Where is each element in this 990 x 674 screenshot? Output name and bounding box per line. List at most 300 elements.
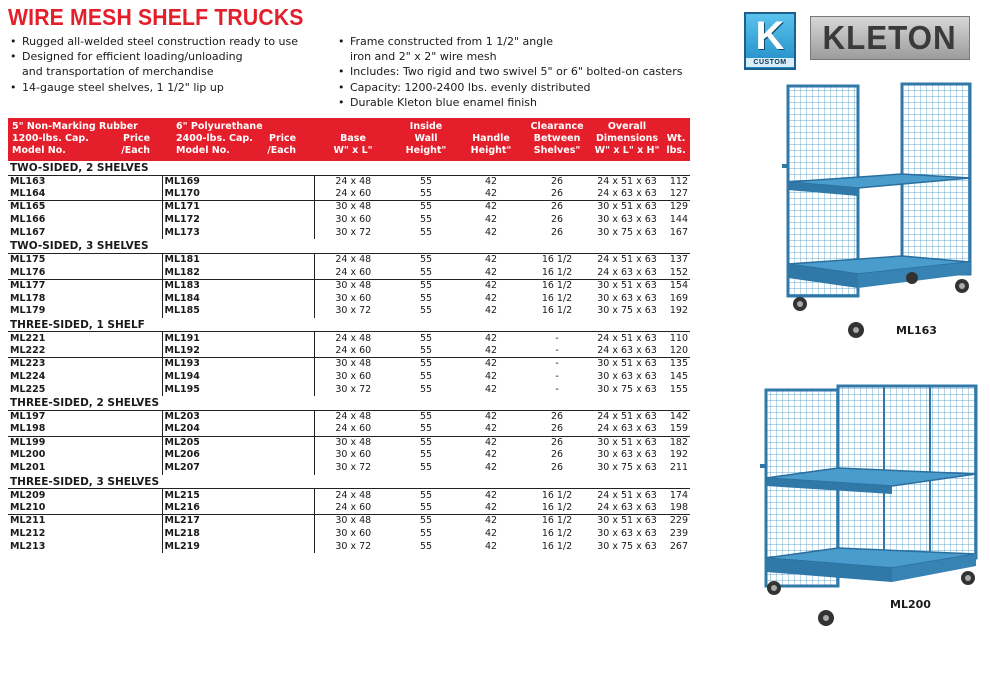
rubber-model-cell: ML179 bbox=[10, 305, 46, 317]
rubber-price-cell bbox=[94, 423, 162, 436]
rubber-price-cell bbox=[94, 332, 162, 345]
table-row bbox=[8, 292, 690, 305]
feature-text: Designed for efficient loading/unloading bbox=[22, 50, 243, 64]
rubber-model-cell: ML221 bbox=[10, 332, 46, 344]
header-dimensions-line3: W" x L" x H" bbox=[594, 145, 660, 156]
rubber-price-cell bbox=[94, 462, 162, 475]
poly-price-cell bbox=[254, 292, 314, 305]
poly-price-cell bbox=[254, 383, 314, 396]
clearance-cell: 26 bbox=[522, 436, 592, 449]
dimensions-cell: 30 x 75 x 63 bbox=[597, 540, 657, 552]
poly-model-cell: ML191 bbox=[164, 332, 200, 344]
wall-height-cell: 55 bbox=[392, 436, 460, 449]
rubber-model-cell: ML222 bbox=[10, 344, 46, 356]
handle-height-cell: 42 bbox=[484, 214, 498, 226]
clearance-cell: 26 bbox=[550, 214, 564, 226]
dimensions-cell: 30 x 51 x 63 bbox=[592, 201, 662, 214]
base-cell: 30 x 72 bbox=[335, 462, 372, 474]
feature-text: Includes: Two rigid and two swivel 5" or 6" bolted-on casters bbox=[350, 65, 683, 79]
table-row bbox=[8, 436, 690, 449]
poly-price-cell bbox=[254, 527, 314, 540]
wall-height-cell: 55 bbox=[419, 527, 433, 539]
base-cell: 30 x 60 bbox=[335, 527, 372, 539]
header-price2-line1: Price bbox=[269, 133, 297, 144]
base-cell: 24 x 48 bbox=[335, 254, 372, 266]
base-cell: 30 x 72 bbox=[335, 227, 372, 238]
header-price2-line2: /Each bbox=[267, 145, 297, 156]
bullet-icon: • bbox=[338, 65, 345, 79]
poly-model-cell: ML215 bbox=[164, 489, 200, 501]
poly-price-cell bbox=[254, 253, 314, 266]
rubber-price-cell bbox=[94, 188, 162, 201]
poly-price-cell bbox=[254, 515, 314, 528]
poly-model-cell: ML171 bbox=[162, 201, 254, 214]
base-cell: 30 x 48 bbox=[314, 201, 392, 214]
base-cell: 24 x 48 bbox=[335, 175, 372, 187]
table-row bbox=[8, 214, 690, 227]
poly-model-cell: ML181 bbox=[164, 254, 200, 266]
poly-model-cell: ML173 bbox=[164, 227, 200, 238]
weight-cell: 127 bbox=[669, 188, 689, 200]
k-custom-logo bbox=[744, 12, 796, 70]
clearance-cell: - bbox=[555, 344, 559, 356]
feature-item bbox=[338, 80, 698, 95]
rubber-model-cell: ML213 bbox=[10, 540, 46, 552]
two-sided-shelf-truck-icon bbox=[752, 78, 982, 348]
header-weight bbox=[662, 118, 690, 161]
ml163-label: ML163 bbox=[896, 324, 937, 337]
wall-height-cell: 55 bbox=[419, 501, 433, 513]
handle-height-cell: 42 bbox=[484, 305, 498, 317]
base-cell: 24 x 48 bbox=[335, 489, 372, 501]
weight-cell: 198 bbox=[669, 501, 689, 513]
dimensions-cell: 30 x 75 x 63 bbox=[597, 383, 657, 395]
feature-item bbox=[10, 34, 330, 49]
spec-table bbox=[8, 118, 690, 553]
poly-price-cell bbox=[254, 214, 314, 227]
feature-item bbox=[338, 49, 698, 64]
section-header-row bbox=[8, 396, 690, 410]
handle-height-cell: 42 bbox=[460, 515, 522, 528]
dimensions-cell: 30 x 63 x 63 bbox=[597, 371, 657, 383]
weight-cell: 142 bbox=[669, 411, 689, 423]
rubber-price-cell bbox=[94, 502, 162, 515]
weight-cell: 135 bbox=[662, 358, 690, 371]
table-header-row bbox=[8, 118, 690, 161]
header-wall-line1: Inside bbox=[409, 121, 443, 132]
feature-item bbox=[10, 64, 330, 79]
clearance-cell: 26 bbox=[550, 462, 564, 474]
rubber-price-cell bbox=[94, 489, 162, 502]
weight-cell: 137 bbox=[669, 254, 689, 266]
header-rubber-line1: 5" Non-Marking Rubber bbox=[12, 121, 138, 132]
rubber-price-cell bbox=[94, 214, 162, 227]
feature-text: 14-gauge steel shelves, 1 1/2" lip up bbox=[22, 80, 224, 94]
bullet-icon: • bbox=[338, 80, 345, 94]
ml200-label: ML200 bbox=[890, 598, 931, 611]
table-row bbox=[8, 423, 690, 436]
rubber-model-cell: ML197 bbox=[10, 411, 46, 423]
rubber-price-cell bbox=[94, 371, 162, 384]
header-handle-line2: Height" bbox=[470, 145, 512, 156]
dimensions-cell: 30 x 75 x 63 bbox=[597, 305, 657, 317]
base-cell: 24 x 60 bbox=[335, 344, 372, 356]
weight-cell: 110 bbox=[669, 332, 689, 344]
dimensions-cell: 24 x 63 x 63 bbox=[597, 344, 657, 356]
poly-model-cell: ML184 bbox=[164, 292, 200, 304]
poly-model-cell: ML193 bbox=[162, 358, 254, 371]
dimensions-cell: 24 x 63 x 63 bbox=[597, 266, 657, 278]
handle-height-cell: 42 bbox=[460, 358, 522, 371]
weight-cell: 192 bbox=[669, 449, 689, 461]
dimensions-cell: 24 x 63 x 63 bbox=[597, 423, 657, 435]
poly-price-cell bbox=[254, 410, 314, 423]
header-poly-line3: Model No. bbox=[176, 145, 230, 156]
handle-height-cell: 42 bbox=[484, 292, 498, 304]
rubber-model-cell: ML224 bbox=[10, 371, 46, 383]
feature-item bbox=[10, 80, 330, 95]
feature-text: iron and 2" x 2" wire mesh bbox=[350, 50, 497, 64]
clearance-cell: 16 1/2 bbox=[541, 266, 573, 278]
handle-height-cell: 42 bbox=[484, 344, 498, 356]
k-logo-custom: CUSTOM bbox=[746, 58, 794, 67]
clearance-cell: - bbox=[555, 371, 559, 383]
poly-price-cell bbox=[254, 371, 314, 384]
rubber-model-cell: ML163 bbox=[10, 175, 46, 187]
rubber-price-cell bbox=[94, 515, 162, 528]
header-clearance-line2: Between bbox=[533, 133, 581, 144]
dimensions-cell: 30 x 63 x 63 bbox=[597, 527, 657, 539]
bullet-icon: • bbox=[338, 95, 345, 109]
poly-model-cell: ML207 bbox=[164, 462, 200, 474]
weight-cell: 155 bbox=[669, 383, 689, 395]
rubber-price-cell bbox=[94, 305, 162, 318]
clearance-cell: 26 bbox=[550, 175, 564, 187]
base-cell: 24 x 48 bbox=[335, 332, 372, 344]
header-weight-line1: Wt. bbox=[666, 133, 686, 144]
rubber-model-cell: ML209 bbox=[10, 489, 46, 501]
table-row bbox=[8, 253, 690, 266]
header-dimensions-line2: Dimensions bbox=[595, 133, 659, 144]
poly-model-cell: ML182 bbox=[164, 266, 200, 278]
weight-cell: 129 bbox=[662, 201, 690, 214]
header-clearance-line1: Clearance bbox=[530, 121, 584, 132]
bullet-icon bbox=[338, 49, 350, 64]
dimensions-cell: 30 x 63 x 63 bbox=[597, 214, 657, 226]
dimensions-cell: 30 x 63 x 63 bbox=[597, 449, 657, 461]
section-header-row bbox=[8, 475, 690, 489]
clearance-cell: 16 1/2 bbox=[541, 527, 573, 539]
bullet-icon bbox=[10, 64, 22, 79]
section-header-row bbox=[8, 161, 690, 175]
rubber-model-cell: ML225 bbox=[10, 383, 46, 395]
rubber-model-cell: ML178 bbox=[10, 292, 46, 304]
rubber-model-cell: ML164 bbox=[10, 188, 46, 200]
rubber-price-cell bbox=[94, 201, 162, 214]
header-rubber-line3: Model No. bbox=[12, 145, 66, 156]
handle-height-cell: 42 bbox=[484, 411, 498, 423]
weight-cell: 192 bbox=[669, 305, 689, 317]
table-row bbox=[8, 527, 690, 540]
dimensions-cell: 30 x 51 x 63 bbox=[592, 358, 662, 371]
poly-model-cell: ML194 bbox=[164, 371, 200, 383]
base-cell: 24 x 60 bbox=[335, 266, 372, 278]
poly-model-cell: ML185 bbox=[164, 305, 200, 317]
weight-cell: 169 bbox=[669, 292, 689, 304]
table-row bbox=[8, 410, 690, 423]
weight-cell: 182 bbox=[662, 436, 690, 449]
section-header-row bbox=[8, 318, 690, 332]
feature-text: Durable Kleton blue enamel finish bbox=[350, 95, 538, 109]
wall-height-cell: 55 bbox=[419, 462, 433, 474]
header-price1-line2: /Each bbox=[121, 145, 151, 156]
weight-cell: 267 bbox=[669, 540, 689, 552]
dimensions-cell: 24 x 51 x 63 bbox=[597, 254, 657, 266]
rubber-model-cell: ML211 bbox=[8, 515, 94, 528]
feature-item bbox=[338, 34, 698, 49]
handle-height-cell: 42 bbox=[484, 383, 498, 395]
poly-price-cell bbox=[254, 201, 314, 214]
feature-text: and transportation of merchandise bbox=[22, 65, 214, 79]
bullet-icon: • bbox=[10, 50, 17, 64]
bullet-icon: • bbox=[10, 35, 17, 48]
header-dimensions-line1: Overall bbox=[607, 121, 647, 132]
wall-height-cell: 55 bbox=[419, 489, 433, 501]
poly-price-cell bbox=[254, 423, 314, 436]
table-row bbox=[8, 175, 690, 188]
poly-model-cell: ML217 bbox=[162, 515, 254, 528]
handle-height-cell: 42 bbox=[484, 489, 498, 501]
dimensions-cell: 30 x 51 x 63 bbox=[592, 279, 662, 292]
handle-height-cell: 42 bbox=[484, 462, 498, 474]
weight-cell: 211 bbox=[669, 462, 689, 474]
base-cell: 24 x 60 bbox=[335, 501, 372, 513]
clearance-cell: 16 1/2 bbox=[541, 540, 573, 552]
feature-list-right bbox=[338, 34, 698, 110]
table-row bbox=[8, 305, 690, 318]
header-wall-line2: Wall bbox=[414, 133, 438, 144]
k-logo-letter: K bbox=[755, 14, 785, 58]
dimensions-cell: 24 x 51 x 63 bbox=[597, 332, 657, 344]
poly-model-cell: ML216 bbox=[164, 501, 200, 513]
weight-cell: 174 bbox=[669, 489, 689, 501]
table-row bbox=[8, 540, 690, 553]
handle-height-cell: 42 bbox=[484, 501, 498, 513]
base-cell: 30 x 60 bbox=[335, 292, 372, 304]
poly-model-cell: ML183 bbox=[162, 279, 254, 292]
poly-price-cell bbox=[254, 502, 314, 515]
wall-height-cell: 55 bbox=[392, 358, 460, 371]
rubber-price-cell bbox=[94, 279, 162, 292]
header-wall-line3: Height" bbox=[405, 145, 447, 156]
rubber-price-cell bbox=[94, 449, 162, 462]
feature-text: Rugged all-welded steel construction ready to use bbox=[22, 35, 299, 48]
header-price1-line1: Price bbox=[123, 133, 151, 144]
table-row bbox=[8, 279, 690, 292]
poly-price-cell bbox=[254, 227, 314, 240]
handle-height-cell: 42 bbox=[484, 371, 498, 383]
handle-height-cell: 42 bbox=[484, 423, 498, 435]
header-poly-line2: 2400-lbs. Cap. bbox=[176, 133, 253, 144]
clearance-cell: - bbox=[522, 358, 592, 371]
section-title: TWO-SIDED, 3 SHELVES bbox=[8, 239, 690, 253]
handle-height-cell: 42 bbox=[484, 175, 498, 187]
wall-height-cell: 55 bbox=[392, 201, 460, 214]
handle-height-cell: 42 bbox=[484, 227, 498, 238]
rubber-model-cell: ML166 bbox=[10, 214, 46, 226]
wall-height-cell: 55 bbox=[419, 214, 433, 226]
dimensions-cell: 24 x 63 x 63 bbox=[597, 188, 657, 200]
handle-height-cell: 42 bbox=[460, 201, 522, 214]
dimensions-cell: 30 x 51 x 63 bbox=[592, 436, 662, 449]
rubber-price-cell bbox=[94, 540, 162, 553]
section-title: THREE-SIDED, 1 SHELF bbox=[8, 318, 690, 332]
header-base-line2: W" x L" bbox=[333, 145, 373, 156]
handle-height-cell: 42 bbox=[484, 254, 498, 266]
base-cell: 30 x 72 bbox=[335, 305, 372, 317]
rubber-model-cell: ML177 bbox=[8, 279, 94, 292]
poly-model-cell: ML219 bbox=[164, 540, 200, 552]
dimensions-cell: 30 x 75 x 63 bbox=[597, 462, 657, 474]
rubber-model-cell: ML201 bbox=[10, 462, 46, 474]
rubber-price-cell bbox=[94, 410, 162, 423]
clearance-cell: 26 bbox=[550, 188, 564, 200]
rubber-price-cell bbox=[94, 227, 162, 240]
table-row bbox=[8, 266, 690, 279]
table-row bbox=[8, 201, 690, 214]
poly-model-cell: ML204 bbox=[164, 423, 200, 435]
wall-height-cell: 55 bbox=[392, 279, 460, 292]
table-row bbox=[8, 345, 690, 358]
header-base bbox=[314, 118, 392, 161]
poly-model-cell: ML169 bbox=[164, 175, 200, 187]
wall-height-cell: 55 bbox=[419, 266, 433, 278]
dimensions-cell: 24 x 51 x 63 bbox=[597, 489, 657, 501]
rubber-price-cell bbox=[94, 345, 162, 358]
base-cell: 24 x 60 bbox=[335, 423, 372, 435]
handle-height-cell: 42 bbox=[484, 266, 498, 278]
base-cell: 30 x 48 bbox=[314, 279, 392, 292]
wall-height-cell: 55 bbox=[419, 449, 433, 461]
rubber-price-cell bbox=[94, 253, 162, 266]
clearance-cell: 16 1/2 bbox=[541, 501, 573, 513]
rubber-model-cell: ML212 bbox=[10, 527, 46, 539]
handle-height-cell: 42 bbox=[484, 449, 498, 461]
weight-cell: 159 bbox=[669, 423, 689, 435]
header-handle-line1: Handle bbox=[472, 133, 510, 144]
dimensions-cell: 24 x 51 x 63 bbox=[597, 175, 657, 187]
feature-text: Capacity: 1200-2400 lbs. evenly distributed bbox=[350, 80, 591, 94]
weight-cell: 112 bbox=[669, 175, 689, 187]
clearance-cell: 16 1/2 bbox=[541, 254, 573, 266]
wall-height-cell: 55 bbox=[419, 383, 433, 395]
wall-height-cell: 55 bbox=[419, 188, 433, 200]
header-poly bbox=[162, 118, 314, 161]
rubber-model-cell: ML176 bbox=[10, 266, 46, 278]
poly-model-cell: ML203 bbox=[164, 411, 200, 423]
rubber-price-cell bbox=[94, 527, 162, 540]
kleton-logo bbox=[810, 16, 970, 60]
base-cell: 30 x 48 bbox=[314, 436, 392, 449]
weight-cell: 154 bbox=[662, 279, 690, 292]
rubber-price-cell bbox=[94, 436, 162, 449]
rubber-model-cell: ML223 bbox=[8, 358, 94, 371]
table-row bbox=[8, 462, 690, 475]
poly-price-cell bbox=[254, 332, 314, 345]
clearance-cell: 26 bbox=[550, 227, 564, 238]
weight-cell: 167 bbox=[669, 227, 689, 238]
wall-height-cell: 55 bbox=[419, 227, 433, 238]
section-title: THREE-SIDED, 3 SHELVES bbox=[8, 475, 690, 489]
base-cell: 30 x 48 bbox=[314, 358, 392, 371]
wall-height-cell: 55 bbox=[419, 332, 433, 344]
base-cell: 30 x 60 bbox=[335, 214, 372, 226]
weight-cell: 229 bbox=[662, 515, 690, 528]
handle-height-cell: 42 bbox=[460, 436, 522, 449]
header-base-line1: Base bbox=[340, 133, 366, 144]
table-row bbox=[8, 358, 690, 371]
header-dimensions bbox=[592, 118, 662, 161]
table-row bbox=[8, 371, 690, 384]
clearance-cell: 16 1/2 bbox=[541, 489, 573, 501]
table-row bbox=[8, 227, 690, 240]
base-cell: 24 x 48 bbox=[335, 411, 372, 423]
base-cell: 30 x 72 bbox=[335, 540, 372, 552]
base-cell: 24 x 60 bbox=[335, 188, 372, 200]
header-weight-line2: lbs. bbox=[666, 145, 686, 156]
poly-price-cell bbox=[254, 175, 314, 188]
poly-price-cell bbox=[254, 449, 314, 462]
poly-model-cell: ML192 bbox=[164, 344, 200, 356]
section-title: TWO-SIDED, 2 SHELVES bbox=[8, 161, 690, 175]
bullet-icon: • bbox=[10, 80, 17, 94]
rubber-model-cell: ML198 bbox=[10, 423, 46, 435]
rubber-price-cell bbox=[94, 175, 162, 188]
page-title: WIRE MESH SHELF TRUCKS bbox=[8, 4, 304, 30]
poly-price-cell bbox=[254, 305, 314, 318]
table-row bbox=[8, 489, 690, 502]
handle-height-cell: 42 bbox=[484, 540, 498, 552]
table-row bbox=[8, 383, 690, 396]
rubber-model-cell: ML199 bbox=[8, 436, 94, 449]
poly-model-cell: ML172 bbox=[164, 214, 200, 226]
wall-height-cell: 55 bbox=[419, 175, 433, 187]
rubber-model-cell: ML167 bbox=[10, 227, 46, 238]
header-poly-line1: 6" Polyurethane bbox=[176, 121, 263, 132]
clearance-cell: - bbox=[555, 332, 559, 344]
poly-model-cell: ML195 bbox=[164, 383, 200, 395]
handle-height-cell: 42 bbox=[460, 279, 522, 292]
poly-price-cell bbox=[254, 489, 314, 502]
base-cell: 30 x 48 bbox=[314, 515, 392, 528]
wall-height-cell: 55 bbox=[419, 540, 433, 552]
wall-height-cell: 55 bbox=[419, 305, 433, 317]
poly-model-cell: ML170 bbox=[164, 188, 200, 200]
feature-list-left bbox=[10, 34, 330, 95]
base-cell: 30 x 72 bbox=[335, 383, 372, 395]
table-row bbox=[8, 449, 690, 462]
poly-price-cell bbox=[254, 462, 314, 475]
wall-height-cell: 55 bbox=[419, 344, 433, 356]
header-clearance bbox=[522, 118, 592, 161]
rubber-price-cell bbox=[94, 358, 162, 371]
table-row bbox=[8, 515, 690, 528]
weight-cell: 152 bbox=[669, 266, 689, 278]
header-rubber bbox=[8, 118, 162, 161]
weight-cell: 145 bbox=[669, 371, 689, 383]
feature-text: Frame constructed from 1 1/2" angle bbox=[350, 35, 554, 48]
wall-height-cell: 55 bbox=[419, 292, 433, 304]
